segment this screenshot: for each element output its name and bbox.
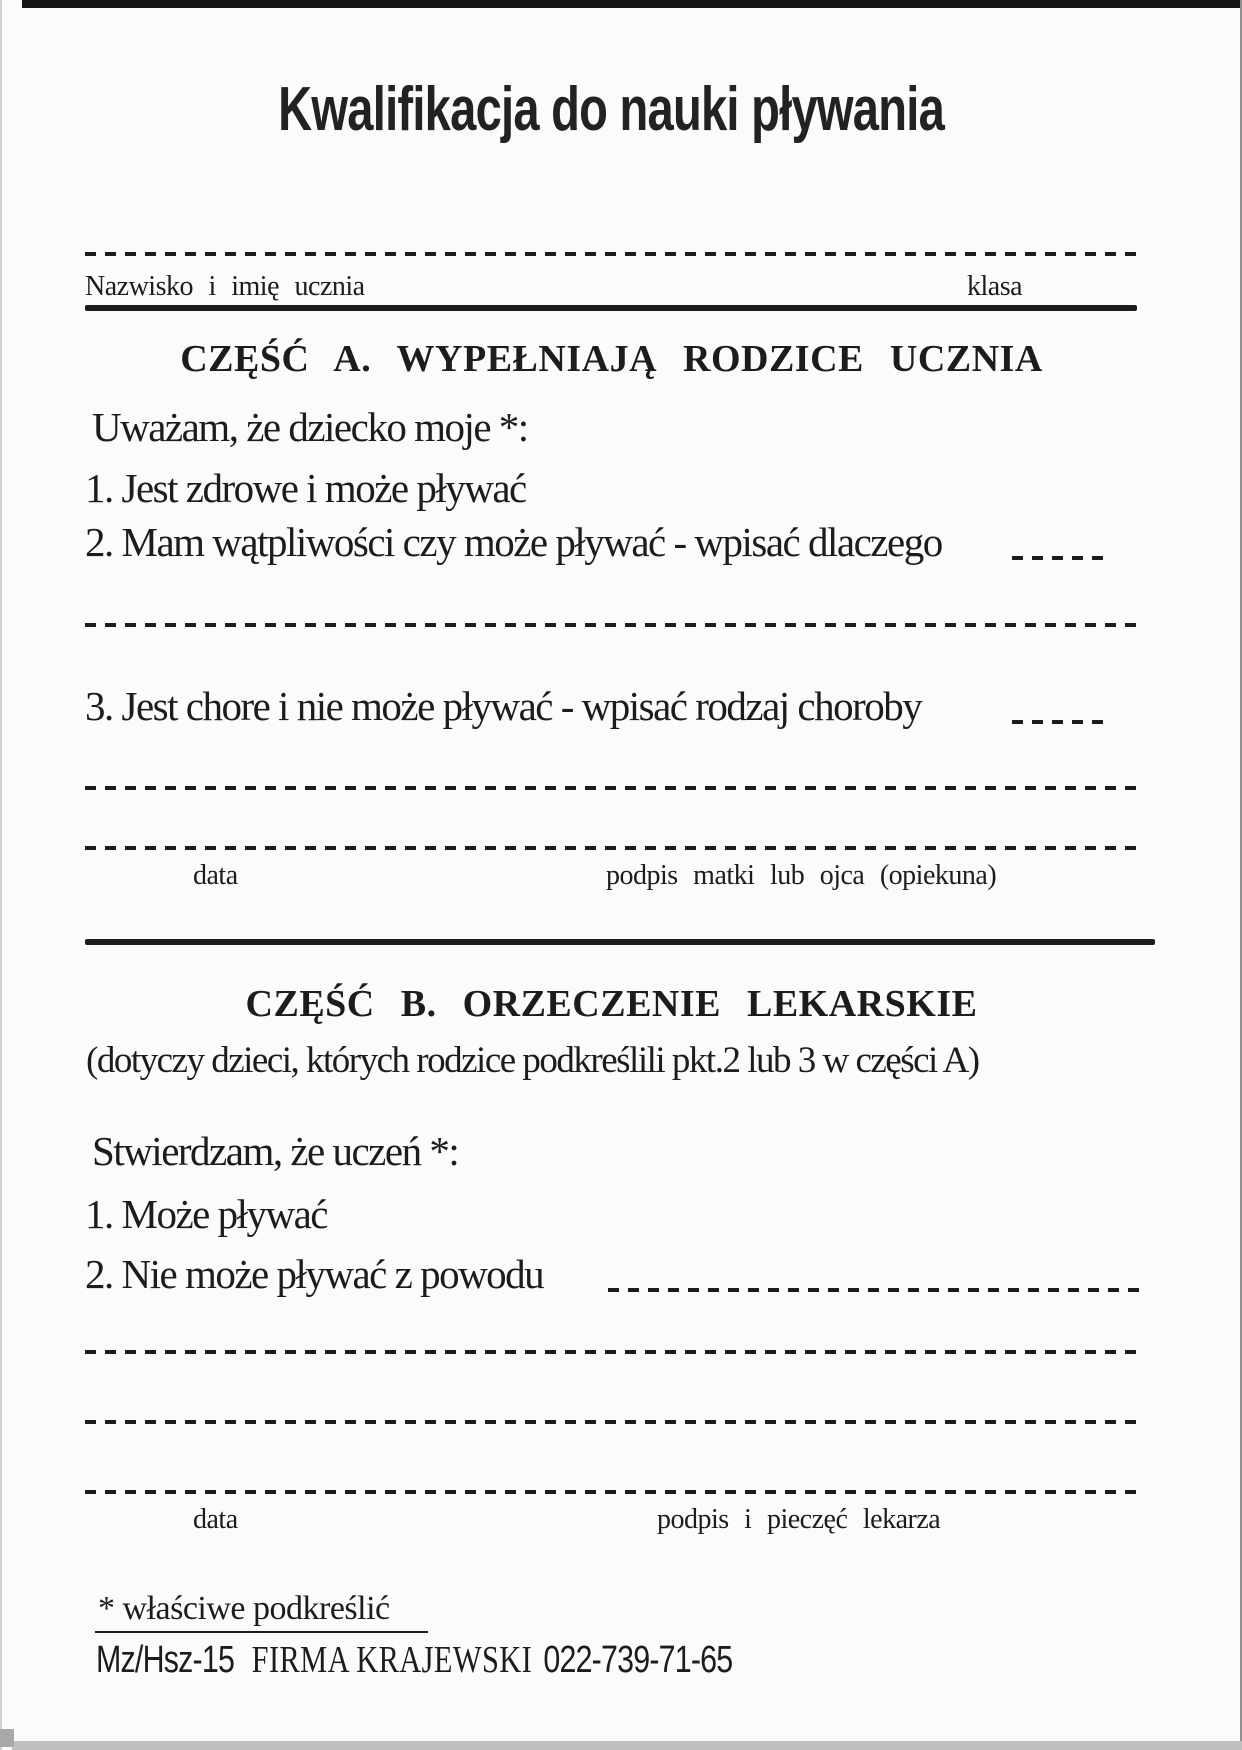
scan-edge-top: [22, 0, 1242, 8]
part-a-signature-label: podpis matki lub ojca (opiekuna): [606, 860, 997, 891]
part-b-item-2: 2. Nie może pływać z powodu: [85, 1251, 544, 1297]
part-b-item-1: 1. Może pływać: [85, 1191, 327, 1237]
section-divider-middle: [85, 939, 1155, 945]
student-class-label: klasa: [967, 271, 1023, 302]
scan-edge-bottom: [12, 1741, 1242, 1750]
part-b-reason-fill-line-2: [85, 1420, 1138, 1424]
scan-edge-corner: [0, 1729, 14, 1747]
part-b-item-2-fill-dashes: [608, 1288, 1148, 1292]
part-b-intro: Stwierdzam, że uczeń *:: [92, 1128, 459, 1174]
form-title: Kwalifikacja do nauki pływania: [278, 75, 945, 144]
part-a-item-2-fill-dashes: [1012, 556, 1105, 560]
part-b-note: (dotyczy dzieci, których rodzice podkreślili pkt.2 lub 3 w części A): [86, 1040, 979, 1081]
part-b-reason-fill-line-1: [85, 1350, 1138, 1354]
footer-imprint: [96, 1638, 892, 1682]
part-b-signature-fill-line: [85, 1490, 1138, 1494]
student-name-fill-line: [85, 252, 1138, 256]
part-b-signature-label: podpis i pieczęć lekarza: [657, 1504, 941, 1535]
part-a-reason-fill-line: [85, 623, 1138, 627]
part-a-item-2: 2. Mam wątpliwości czy może pływać - wpisać dlaczego: [85, 519, 942, 565]
publisher-name: FIRMA KRAJEWSKI: [251, 1639, 533, 1681]
part-b-date-label: data: [193, 1504, 238, 1535]
form-title-wrap: [85, 75, 1138, 144]
section-divider-top: [85, 305, 1137, 311]
footer-underline: [95, 1631, 428, 1633]
asterisk-note: * właściwe podkreślić: [98, 1590, 390, 1627]
part-a-item-3: 3. Jest chore i nie może pływać - wpisać rodzaj choroby: [85, 683, 922, 729]
student-name-label: Nazwisko i imię ucznia: [85, 271, 365, 302]
part-a-date-label: data: [193, 860, 238, 891]
scan-edge-left: [0, 0, 2, 1750]
part-a-item-1: 1. Jest zdrowe i może pływać: [85, 465, 526, 511]
publisher-phone: 022-739-71-65: [543, 1639, 733, 1681]
part-a-intro: Uważam, że dziecko moje *:: [92, 404, 528, 450]
part-a-heading: CZĘŚĆ A. WYPEŁNIAJĄ RODZICE UCZNIA: [180, 338, 1043, 380]
part-a-illness-fill-line: [85, 786, 1138, 790]
form-code: Mz/Hsz-15: [96, 1639, 235, 1681]
part-a-item-3-fill-dashes: [1012, 720, 1105, 724]
part-a-signature-fill-line: [85, 846, 1138, 850]
part-b-heading: CZĘŚĆ B. ORZECZENIE LEKARSKIE: [245, 983, 978, 1025]
